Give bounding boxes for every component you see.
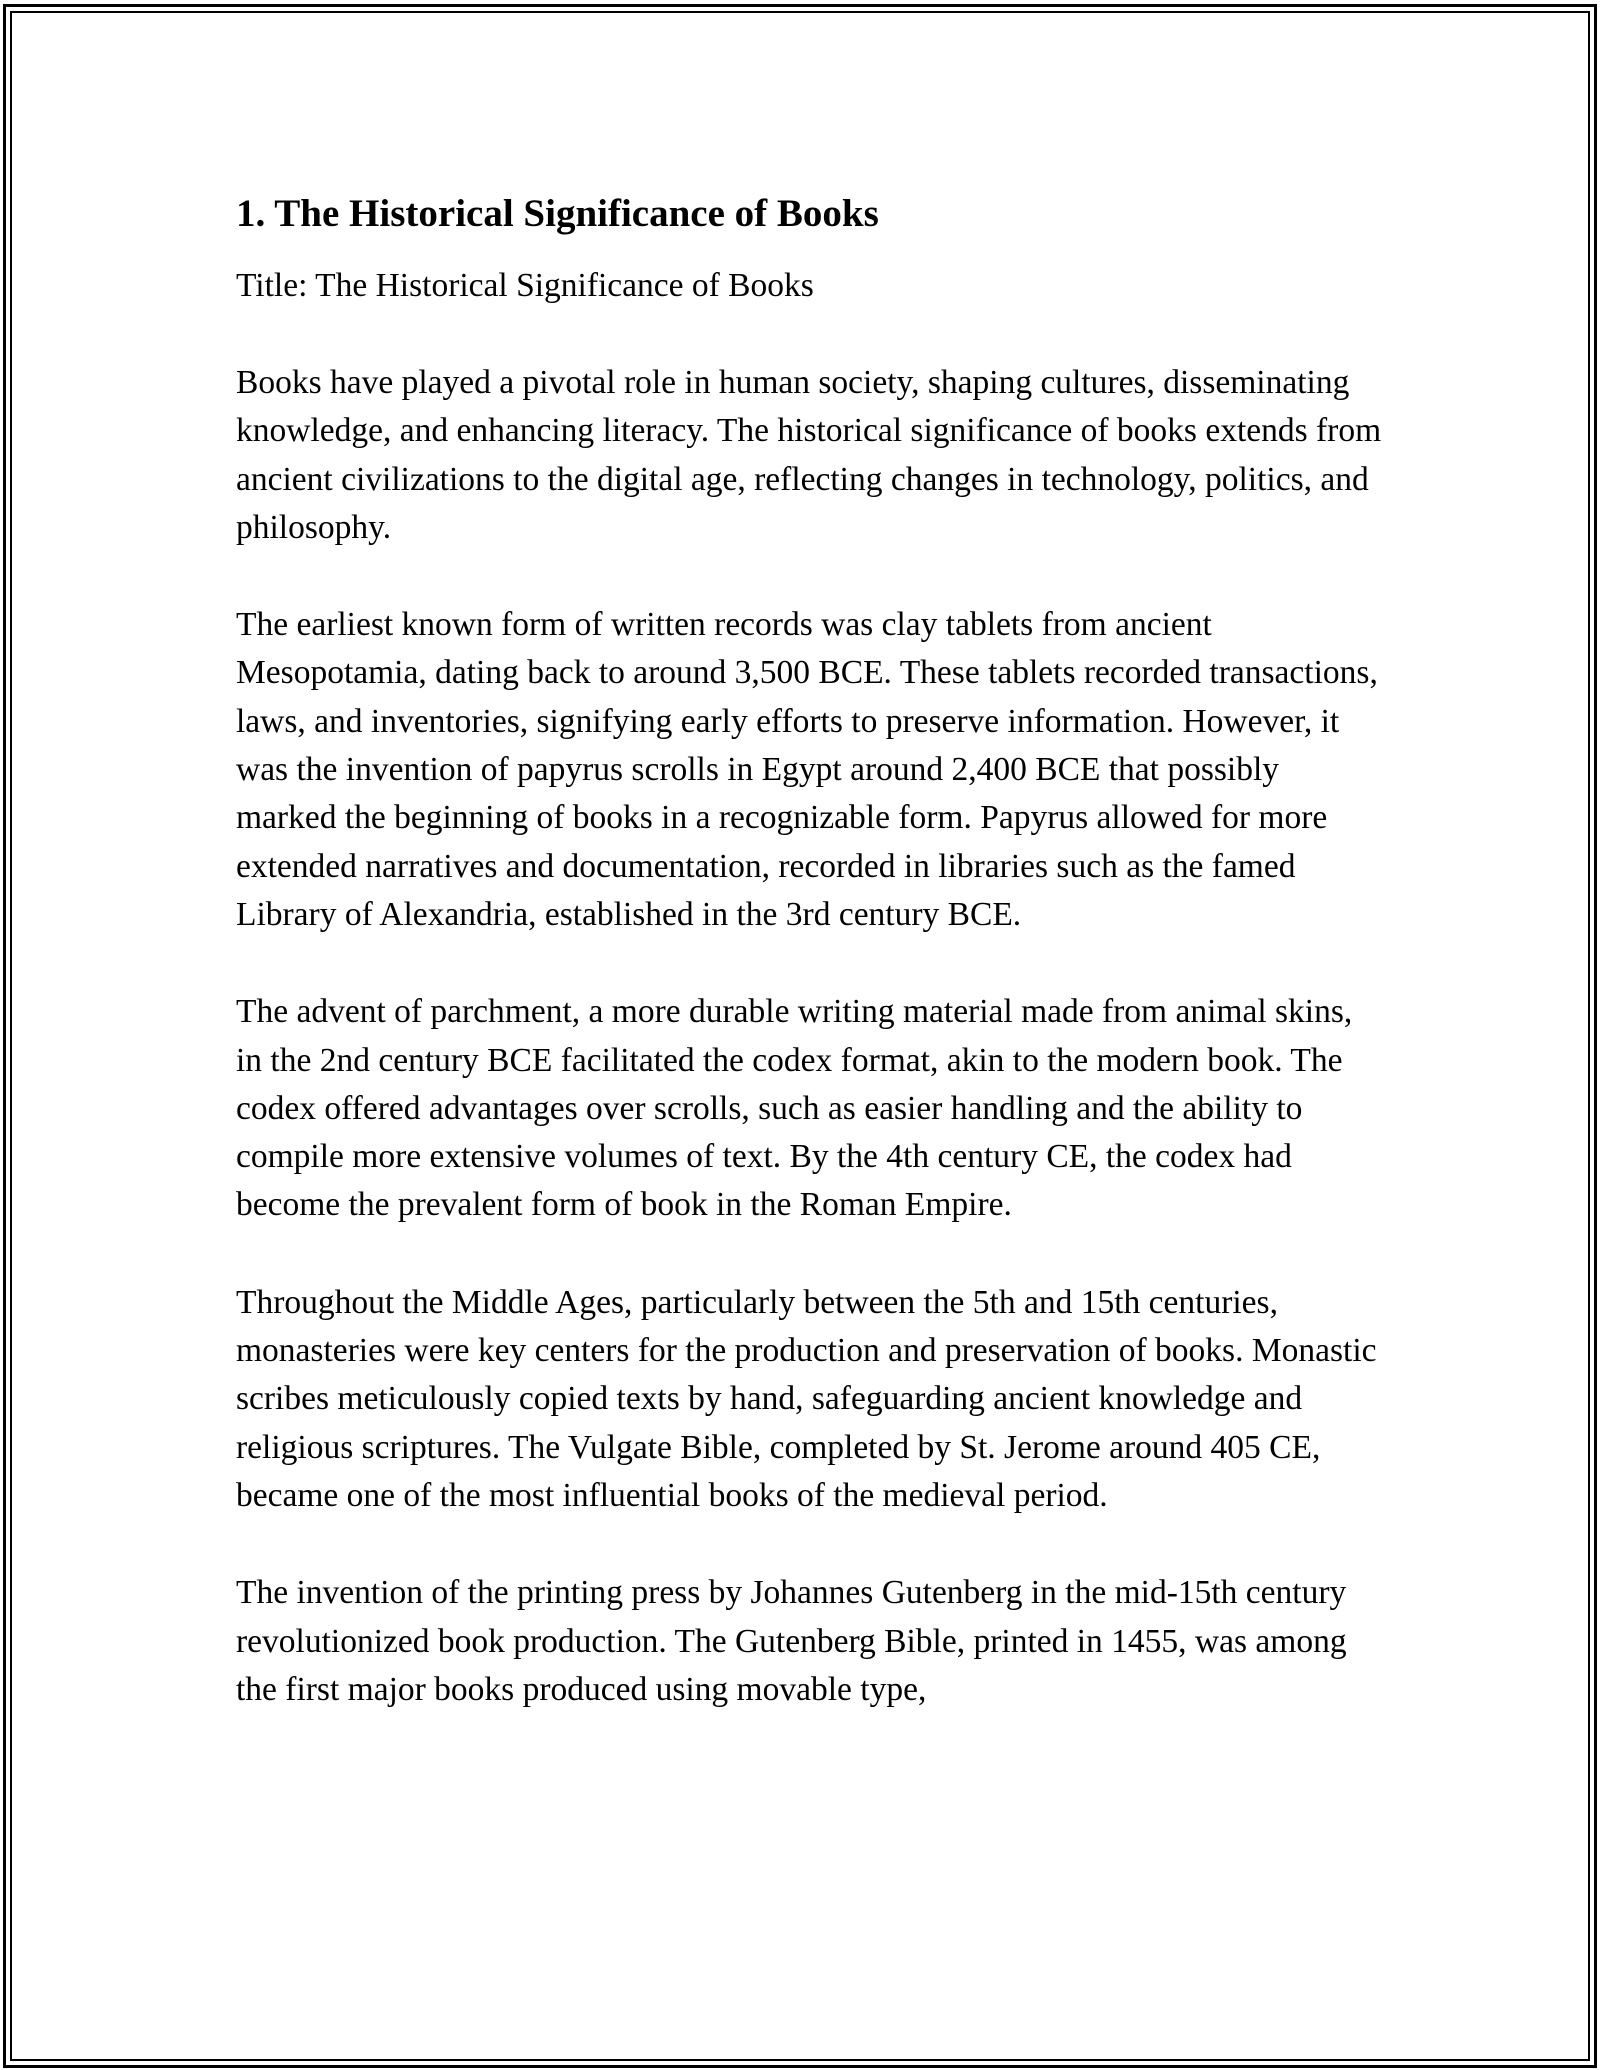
document-body [236, 188, 1386, 1714]
paragraph-middle-ages: Throughout the Middle Ages, particularly between the 5th and 15th centuries, monasteries were key centers for the production and preservation of books. Monastic scribes meticulously copied texts by hand, safeguarding ancient knowledge and religious scriptures. The Vulgate Bible, completed by St. Jerome around 405 CE, became one of the most influential books of the medieval period. [236, 1283, 1377, 1514]
section-heading: 1. The Historical Significance of Books [236, 192, 879, 235]
title-line: Title: The Historical Significance of Books [236, 267, 814, 304]
paragraph-intro: Books have played a pivotal role in human society, shaping cultures, disseminating knowledge, and enhancing literacy. The historical significance of books extends from ancient civilizations to the digital age, reflecting changes in technology, politics, and philosophy. [236, 364, 1382, 546]
paragraph-parchment-codex: The advent of parchment, a more durable writing material made from animal skins, in the 2nd century BCE facilitated the codex format, akin to the modern book. The codex offered advantages over scrolls, such as easier handling and the ability to compile more extensive volumes of text. By the 4th century CE, the codex had become the prevalent form of book in the Roman Empire. [236, 993, 1353, 1224]
paragraph-printing-press: The invention of the printing press by Johannes Gutenberg in the mid-15th century revolutionized book production. The Gutenberg Bible, printed in 1455, was among the first major books produced using movable type, [236, 1574, 1347, 1708]
paragraph-earliest-records: The earliest known form of written records was clay tablets from ancient Mesopotamia, dating back to around 3,500 BCE. These tablets recorded transactions, laws, and inventories, signifying early efforts to preserve information. However, it was the invention of papyrus scrolls in Egypt around 2,400 BCE that possibly marked the beginning of books in a recognizable form. Papyrus allowed for more extended narratives and documentation, recorded in libraries such as the famed Library of Alexandria, established in the 3rd century BCE. [236, 606, 1378, 933]
